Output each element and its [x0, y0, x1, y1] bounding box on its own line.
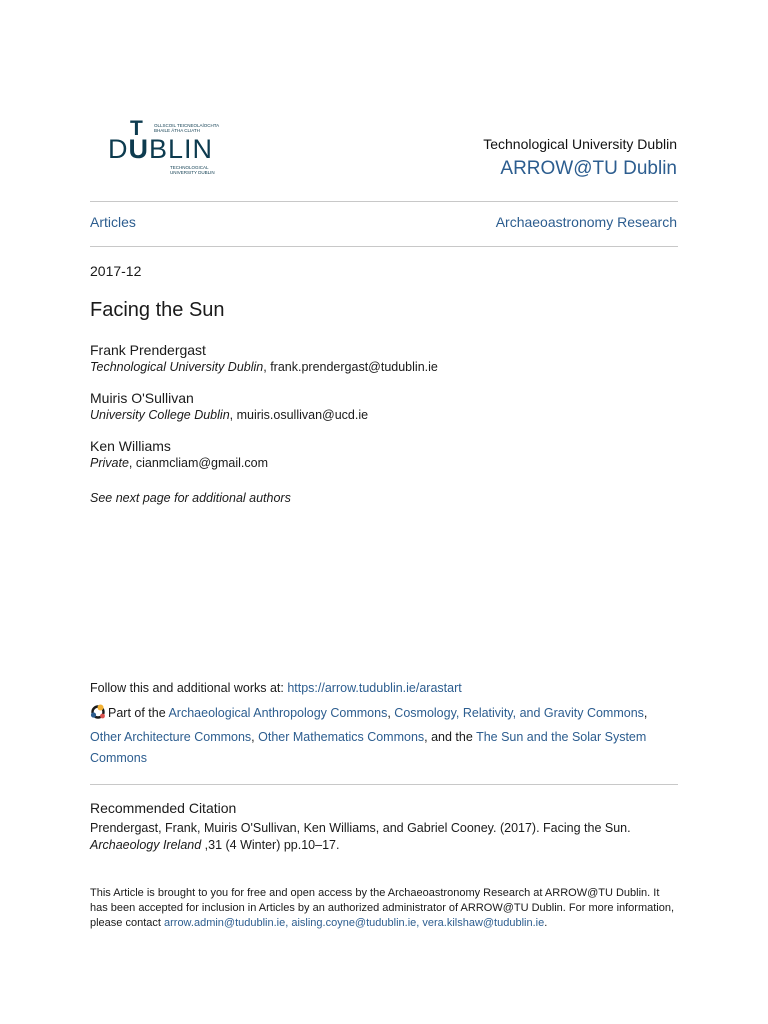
- recommended-citation-heading: Recommended Citation: [90, 800, 237, 816]
- author-name: Ken Williams: [90, 438, 171, 454]
- other-architecture-commons-link[interactable]: Other Architecture Commons: [90, 730, 252, 744]
- part-of-commons: Part of the Archaeological Anthropology Commons, Cosmology, Relativity, and Gravity Commons, Other Architecture Commons, Other Mathematics Commons, and the The Sun and the Solar System Commons: [90, 706, 648, 765]
- author-block: [90, 437, 690, 471]
- sun-solar-system-commons-link[interactable]: The Sun and the Solar System Commons: [90, 730, 647, 765]
- author-name: Muiris O'Sullivan: [90, 390, 194, 406]
- author-block: [90, 341, 690, 375]
- see-next-page-note: See next page for additional authors: [90, 491, 291, 505]
- tu-dublin-logo[interactable]: [106, 116, 218, 180]
- institution-name: Technological University Dublin: [483, 136, 677, 152]
- articles-link[interactable]: Articles: [90, 214, 136, 230]
- author-affiliation: Private, cianmcliam@gmail.com: [90, 456, 269, 470]
- contact-emails-link[interactable]: arrow.admin@tudublin.ie, aisling.coyne@tudublin.ie, vera.kilshaw@tudublin.ie: [164, 917, 545, 929]
- access-notice: This Article is brought to you for free and open access by the Archaeoastronomy Research at ARROW@TU Dublin. It has been accepted for inclusion in Articles by an authorized administrator of ARROW@TU Dublin. For more information, please contact arrow.admin@tudublin.ie, aisling.coyne@tudublin.ie, vera.kilshaw@tudublin.ie.: [90, 887, 675, 929]
- divider: [90, 246, 678, 247]
- logo-wordmark: DUBLIN: [108, 134, 214, 164]
- document-title: Facing the Sun: [90, 299, 225, 321]
- divider: [90, 201, 678, 202]
- author-affiliation: University College Dublin, muiris.osullivan@ucd.ie: [90, 408, 369, 422]
- publication-date: 2017-12: [90, 263, 142, 279]
- recommended-citation-text: Prendergast, Frank, Muiris O'Sullivan, Ken Williams, and Gabriel Cooney. (2017). Facing the Sun. Archaeology Ireland ,31 (4 Winter) pp.10–17.: [90, 821, 631, 852]
- arastart-link[interactable]: https://arrow.tudublin.ie/arastart: [287, 681, 462, 695]
- author-affiliation: Technological University Dublin, frank.prendergast@tudublin.ie: [90, 360, 438, 374]
- logo-english-text: TECHNOLOGICAL UNIVERSITY DUBLIN: [170, 165, 215, 175]
- commons-network-icon: [90, 704, 106, 727]
- archaeoastronomy-research-link[interactable]: Archaeoastronomy Research: [495, 214, 677, 230]
- author-block: [90, 389, 690, 423]
- other-mathematics-commons-link[interactable]: Other Mathematics Commons: [258, 730, 425, 744]
- logo-irish-text: OLLSCOIL TEICNEOLAÍOCHTA BHAILE ÁTHA CLIATH: [154, 123, 220, 133]
- author-email: , cianmcliam@gmail.com: [128, 456, 269, 470]
- author-email: , muiris.osullivan@ucd.ie: [229, 408, 369, 422]
- author-email: , frank.prendergast@tudublin.ie: [263, 360, 438, 374]
- archaeological-anthropology-commons-link[interactable]: Archaeological Anthropology Commons: [168, 706, 388, 720]
- follow-line: Follow this and additional works at: https://arrow.tudublin.ie/arastart: [90, 681, 462, 695]
- cosmology-relativity-gravity-commons-link[interactable]: Cosmology, Relativity, and Gravity Commons: [394, 706, 644, 720]
- author-name: Frank Prendergast: [90, 342, 206, 358]
- logo-letter-t: T: [130, 117, 143, 140]
- divider: [90, 784, 678, 785]
- repository-link[interactable]: ARROW@TU Dublin: [500, 158, 677, 179]
